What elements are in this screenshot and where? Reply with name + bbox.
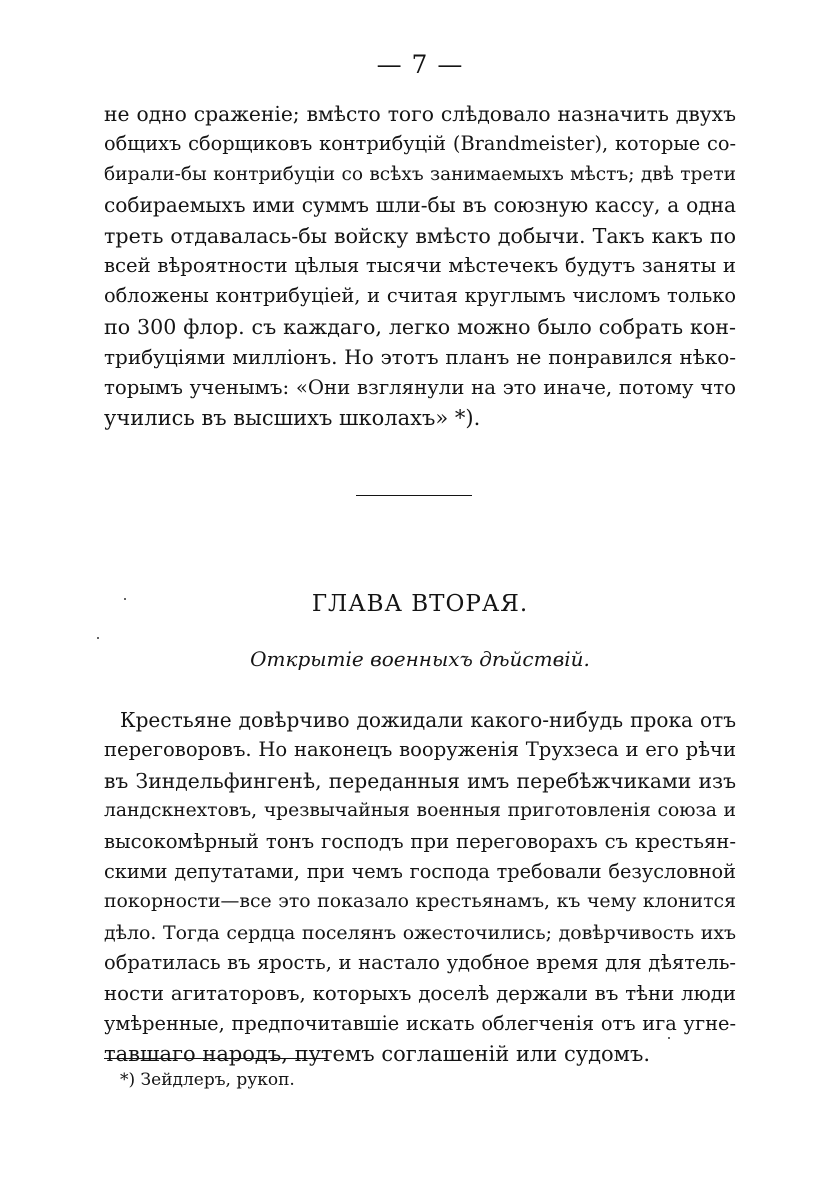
text-line: общихъ сборщиковъ контрибуцій (Brandmeister), которые со-: [104, 132, 736, 156]
text-line: Крестьяне довѣрчиво дожидали какого-нибудь прока отъ: [120, 708, 736, 732]
text-line: треть отдавалась-бы войску вмѣсто добычи. Такъ какъ по: [104, 223, 736, 248]
section-divider: [356, 495, 472, 496]
text-line: собираемыхъ ими суммъ шли-бы въ союзную кассу, а одна: [104, 193, 736, 218]
chapter-title: ГЛАВА ВТОРАЯ.: [311, 591, 529, 617]
text-line: тавшаго народъ, путемъ соглашеній или судомъ.: [104, 1042, 651, 1067]
text-line: не одно сраженіе; вмѣсто того слѣдовало назначить двухъ: [104, 102, 736, 126]
text-line: учились въ высшихъ школахъ» *).: [104, 406, 481, 431]
paragraph-chapter-opening: [104, 705, 736, 1070]
text-line: ности агитаторовъ, которыхъ доселѣ держали въ тѣни люди: [104, 981, 736, 1005]
text-line: покорности—все это показало крестьянамъ, къ чему клонится: [104, 891, 736, 913]
text-line: умѣренные, предпочитавшіе искать облегченія отъ ига угне-: [104, 1012, 736, 1036]
paragraph-continuation: [104, 99, 736, 433]
text-line: трибуціями милліонъ. Но этотъ планъ не понравился нѣко-: [104, 345, 736, 370]
text-line: дѣло. Тогда сердца поселянъ ожесточились; довѣрчивость ихъ: [104, 921, 736, 944]
text-line: по 300 флор. съ каждаго, легко можно было собрать кон-: [104, 314, 736, 339]
footnote: *) Зейдлеръ, рукоп.: [120, 1070, 295, 1090]
text-line: обложены контрибуціей, и считая круглымъ числомъ только: [104, 284, 736, 308]
page-number: — 7 —: [376, 50, 464, 79]
text-line: высокомѣрный тонъ господъ при переговорахъ съ крестьян-: [104, 829, 736, 853]
print-speck: [124, 598, 126, 600]
text-line: въ Зиндельфингенѣ, переданныя имъ перебѣжчиками изъ: [104, 768, 736, 793]
print-speck: [97, 637, 99, 639]
text-line: всей вѣроятности цѣлыя тысячи мѣстечекъ будутъ заняты и: [104, 254, 736, 278]
text-line: скими депутатами, при чемъ господа требовали безусловной: [104, 860, 736, 884]
chapter-subtitle: Открытіе военныхъ дѣйствій.: [250, 647, 590, 671]
text-line: ландскнехтовъ, чрезвычайныя военныя приготовленія союза и: [104, 800, 736, 822]
print-speck: [668, 1037, 670, 1039]
text-line: переговоровъ. Но наконецъ вооруженія Трухзеса и его рѣчи: [104, 738, 736, 762]
text-line: торымъ ученымъ: «Они взглянули на это иначе, потому что: [104, 375, 736, 399]
footnote-divider: [104, 1058, 326, 1059]
text-line: обратилась въ ярость, и настало удобное время для дѣятель-: [104, 951, 736, 975]
text-line: бирали-бы контрибуціи со всѣхъ занимаемыхъ мѣстъ; двѣ трети: [104, 163, 736, 185]
